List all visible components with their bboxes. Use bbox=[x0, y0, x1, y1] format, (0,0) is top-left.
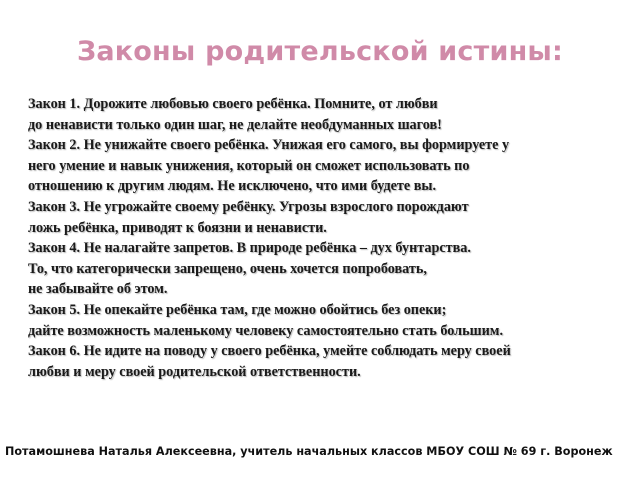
author-footer: Потамошнева Наталья Алексеевна, учитель начальных классов МБОУ СОШ № 69 г. Воронеж bbox=[5, 445, 613, 458]
text-line: не забывайте об этом. bbox=[28, 281, 168, 298]
text-line: отношению к другим людям. Не исключено, что ими будете вы. bbox=[28, 178, 437, 195]
text-line: Закон 1. Дорожите любовью своего ребёнка. Помните, от любви bbox=[28, 96, 438, 112]
laws-text bbox=[28, 94, 638, 382]
text-line: ложь ребёнка, приводят к боязни и ненависти. bbox=[28, 219, 327, 236]
text-line: То, что категорически запрещено, очень хочется попробовать, bbox=[28, 260, 427, 277]
text-line: Закон 5. Не опекайте ребёнка там, где можно обойтись без опеки; bbox=[28, 301, 447, 318]
text-line: до ненависти только один шаг, не делайте необдуманных шагов! bbox=[28, 116, 442, 133]
slide-title: Законы родительской истины: bbox=[76, 36, 564, 67]
text-line: Закон 4. Не налагайте запретов. В природе ребёнка – дух бунтарства. bbox=[28, 240, 471, 257]
text-line: Закон 3. Не угрожайте своему ребёнку. Угрозы взрослого порождают bbox=[28, 198, 469, 215]
text-line: любви и меру своей родительской ответственности. bbox=[28, 363, 361, 380]
text-line: него умение и навык унижения, который он сможет использовать по bbox=[28, 157, 470, 174]
text-line: Закон 6. Не идите на поводу у своего ребёнка, умейте соблюдать меру своей bbox=[28, 343, 511, 360]
text-line: дайте возможность маленькому человеку самостоятельно стать большим. bbox=[28, 322, 503, 339]
text-line: Закон 2. Не унижайте своего ребёнка. Унижая его самого, вы формируете у bbox=[28, 137, 510, 154]
